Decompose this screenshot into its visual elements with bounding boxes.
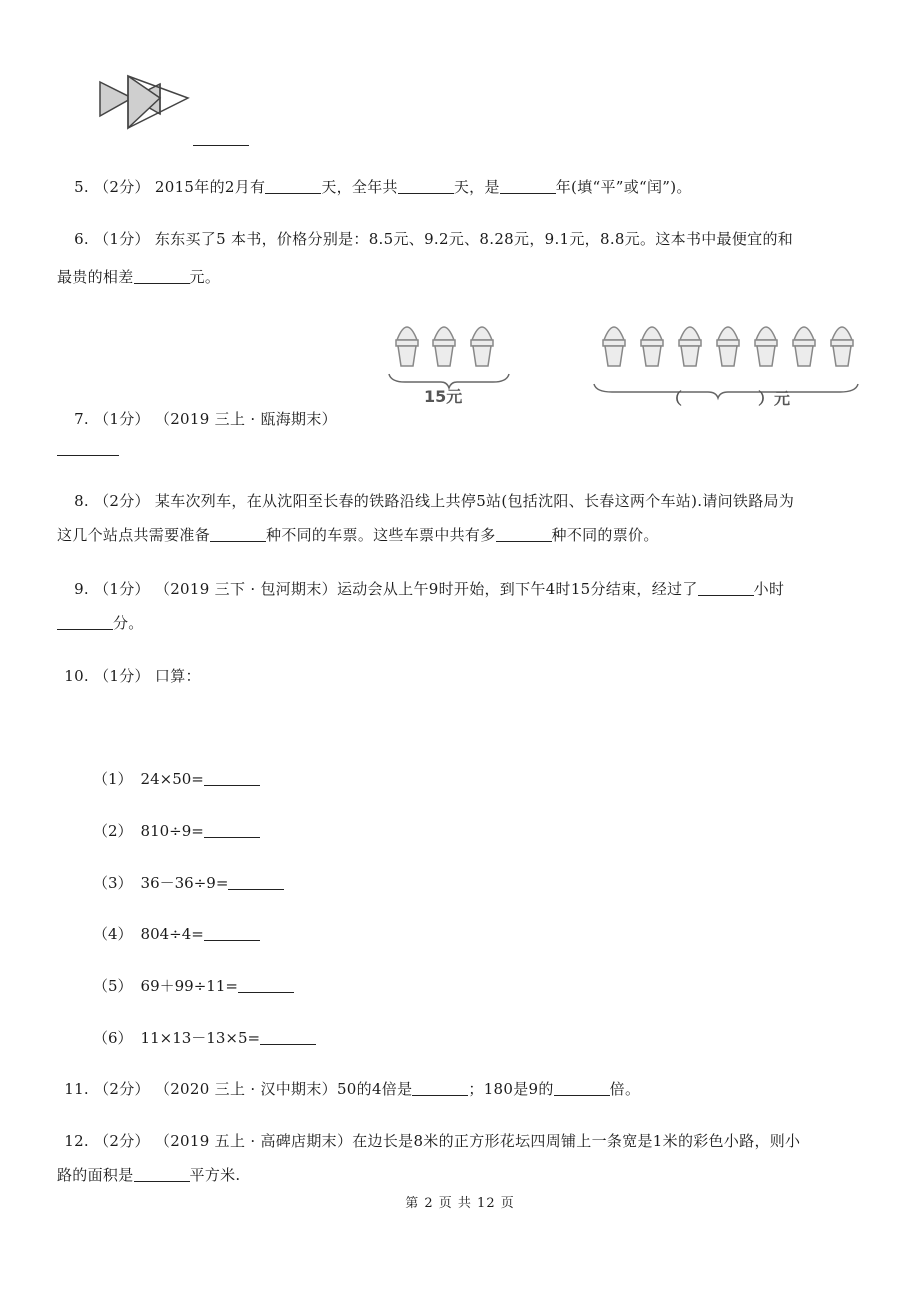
q12-blank[interactable] [134,1180,190,1182]
question-7: 7. （1分） （2019 三上 · 瓯海期末） [74,410,337,428]
question-6-line-2: 最贵的相差 元。 [57,268,221,286]
page-footer: 第 2 页 共 12 页 [405,1196,515,1211]
q5-blank-3[interactable] [500,192,556,194]
q10-item-2: （2） 810÷9= [93,820,260,841]
q5-blank-2[interactable] [398,192,454,194]
ice-cream-group-right [590,308,868,408]
question-8-line-2: 这几个站点共需要准备 种不同的车票。这些车票中共有多 种不同的票价。 [57,526,659,544]
q6-blank[interactable] [134,282,190,284]
q10-item-6: （6） 11×13－13×5= [93,1027,316,1048]
question-9: 9. （1分） （2019 三下 · 包河期末）运动会从上午9时开始，到下午4时15分结束，经过了 小时 [74,580,785,598]
q5-blank-1[interactable] [265,192,321,194]
q4-answer-blank[interactable] [193,130,249,148]
q8-blank-2[interactable] [496,540,552,542]
q10-item-3: （3） 36－36÷9= [93,872,284,893]
q10-item-4: （4） 804÷4= [93,923,260,944]
q7-right-open-paren: （ [666,389,683,408]
question-11: 11. （2分） （2020 三上 · 汉中期末）50的4倍是 ；180是9的 倍。 [64,1080,641,1098]
q10-item-5: （5） 69＋99÷11= [93,975,294,996]
q10-item-1: （1） 24×50= [93,768,260,789]
q8-blank-1[interactable] [210,540,266,542]
question-12: 12. （2分） （2019 五上 · 高碑店期末）在边长是8米的正方形花坛四周铺上一条宽是1米的彩色小路，则小 [64,1132,801,1150]
q7-left-price-label: 15元 [424,387,463,406]
triangle-figure [96,70,192,134]
q9-blank-1[interactable] [698,594,754,596]
question-8: 8. （2分） 某车次列车，在从沈阳至长春的铁路沿线上共停5站(包括沈阳、长春这两个车站).请问铁路局为 [74,492,795,510]
q9-blank-2[interactable] [57,628,113,630]
question-9-line-2: 分。 [57,612,144,633]
q7-right-price-label: ）元 [758,389,791,408]
q7-answer-blank[interactable] [57,440,119,458]
question-10: 10. （1分） 口算： [64,667,201,685]
q11-blank-1[interactable] [412,1094,468,1096]
question-5: 5. （2分） 2015年的2月有 天，全年共 天，是 年(填“平”或“闰”)。 [74,178,692,196]
question-12-line-2: 路的面积是 平方米. [57,1166,241,1184]
q11-blank-2[interactable] [554,1094,610,1096]
question-6: 6. （1分） 东东买了5 本书，价格分别是：8.5元、9.2元、8.28元，9.1元，8.8元。这本书中最便宜的和 [74,230,794,248]
